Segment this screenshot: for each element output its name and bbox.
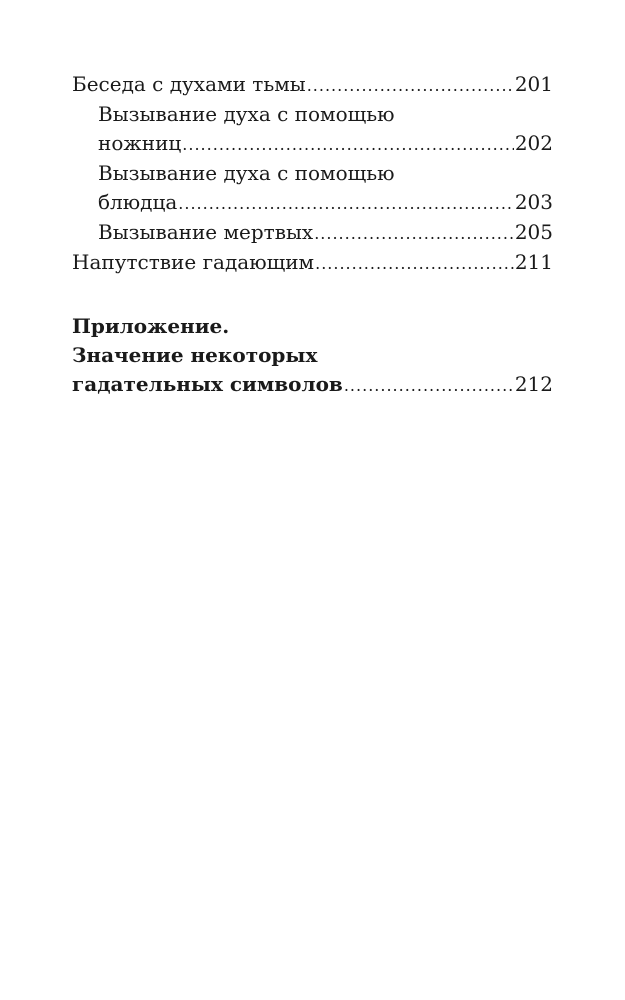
toc-entry-title: Вызывание мертвых (98, 220, 314, 244)
toc-entry-title: блюдца (98, 190, 178, 214)
toc-entry-title: Беседа с духами тьмы (72, 72, 306, 96)
toc-entry-page: 201 (514, 72, 553, 96)
dot-leader (178, 189, 514, 218)
toc-entry (72, 70, 553, 100)
appendix-heading: Приложение. (72, 314, 230, 338)
table-of-contents (72, 70, 553, 400)
toc-entry-page: 203 (514, 190, 553, 214)
toc-entry-page: 211 (514, 250, 553, 274)
toc-entry-page: 205 (514, 220, 553, 244)
toc-entry-title-line: Вызывание духа с помощью (98, 102, 395, 126)
appendix-title: гадательных символов (72, 372, 343, 396)
dot-leader (307, 71, 514, 100)
appendix-page: 212 (514, 372, 553, 396)
toc-appendix-entry (72, 312, 553, 400)
toc-entry (72, 159, 553, 218)
dot-leader (315, 249, 514, 278)
toc-entry-title: Напутствие гадающим (72, 250, 315, 274)
dot-leader (314, 219, 514, 248)
toc-entry (72, 248, 553, 278)
toc-entry-page: 202 (514, 131, 553, 155)
dot-leader (344, 371, 514, 400)
toc-entry (72, 100, 553, 159)
appendix-title-line: Значение некоторых (72, 343, 318, 367)
dot-leader (182, 130, 514, 159)
toc-entry (72, 218, 553, 248)
toc-entry-title: ножниц (98, 131, 182, 155)
toc-entry-title-line: Вызывание духа с помощью (98, 161, 395, 185)
